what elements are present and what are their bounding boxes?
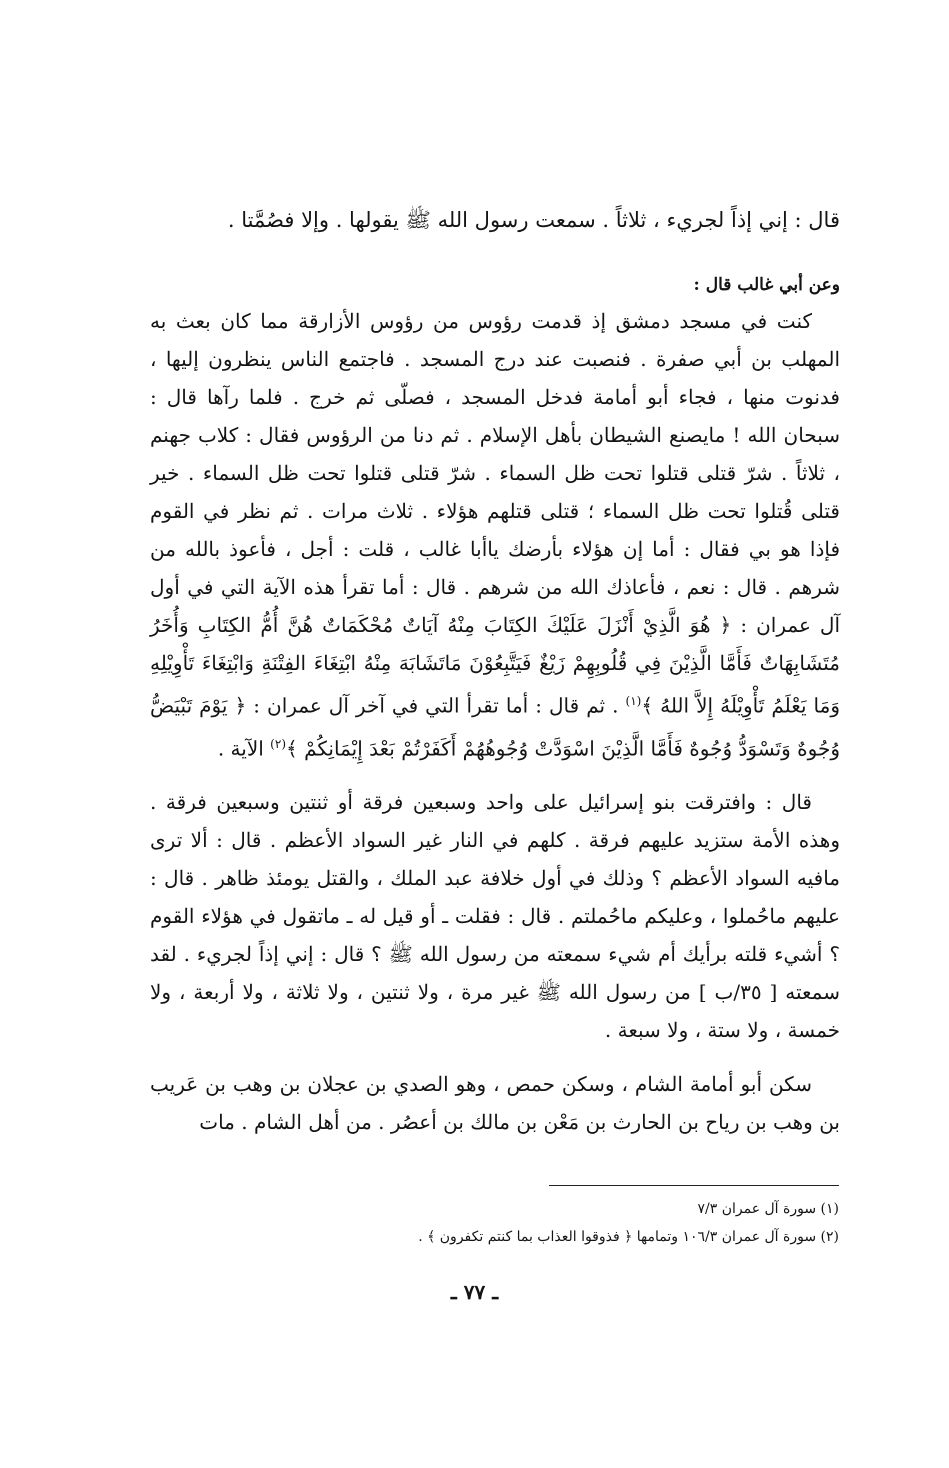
- top-line: قال : إني إذاً لجريء ، ثلاثاً . سمعت رسول الله ﷺ يقولها . وإلا فصُمَّتا .: [227, 208, 840, 232]
- paragraph-abu-ghalib-text: كنت في مسجد دمشق إذ قدمت رؤوس من رؤوس الأزارقة مما كان بعث به المهلب بن أبي صفرة . فنصبت عند درج المسجد . فاجتمع الناس ينظرون إليها ، فدنوت منها ، فجاء أبو أمامة فدخل المسجد ، فصلّى ثم خرج . فلما رآها قال : سبحان الله ! مايصنع الشيطان بأهل الإسلام . ثم دنا من الرؤوس فقال : كلاب جهنم ، ثلاثاً . شرّ قتلى قتلوا تحت ظل السماء . شرّ قتلى قتلوا تحت ظل السماء . خير قتلى قُتلوا تحت ظل السماء ؛ قتلى قتلهم هؤلاء . ثلاث مرات . ثم نظر في القوم فإذا هو بي فقال : أما إن هؤلاء بأرضك ياأبا غالب ، قلت : أجل ، فأعوذ بالله من شرهم . قال : نعم ، فأعاذك الله من شرهم . قال : أما تقرأ هذه الآية التي في أول آل عمران :: [150, 309, 841, 637]
- paragraph-continuation: . ثم قال : أما تقرأ التي في آخر آل عمران :: [253, 693, 619, 718]
- paragraph-sects: قال : وافترقت بنو إسرائيل على واحد وسبعين فرقة أو ثنتين وسبعين فرقة . وهذه الأمة ستزيد عليهم فرقة . كلهم في النار غير السواد الأعظم . قال : ألا ترى مافيه السواد الأعظم ؟ وذلك في أول خلافة عبد الملك ، والقتل يومئذ ظاهر . قال : عليهم ماحُملوا ، وعليكم ماحُملتم . قال : فقلت ـ أو قيل له ـ ماتقول في هؤلاء القوم ؟ أشيء قلته برأيك أم شيء سمعته من رسول الله ﷺ ؟ قال : إني إذاً لجريء . لقد سمعته [ ٣٥/ب ] من رسول الله ﷺ غير مرة ، ولا ثنتين ، ولا ثلاثة ، ولا أربعة ، ولا خمسة ، ولا ستة ، ولا سبعة .: [150, 790, 840, 1043]
- footnote-2: (٢) سورة آل عمران ١٠٦/٣ وتمامها ﴿ فذوقوا العذاب بما كنتم تكفرون ﴾ .: [418, 1229, 839, 1245]
- footnote-marker-1: (١): [625, 694, 642, 708]
- footnote-marker-2: (٢): [270, 736, 286, 751]
- quran-verse-2: ﴿ يَوْمَ تَبْيَضُّ وُجُوهٌ وَتَسْوَدُّ وُجُوهٌ فَأَمَّا الَّذِيْنَ اسْوَدَّتْ وُجُوهُهُمْ أَكَفَرْتُمْ بَعْدَ إِيْمَانِكُمْ ﴾: [150, 693, 840, 761]
- footnotes: [159, 1195, 839, 1251]
- section-subheading: وعن أبي غالب قال :: [693, 275, 840, 295]
- page-body: [150, 200, 840, 1157]
- paragraph-ending: الآية .: [217, 736, 264, 761]
- page-number: ـ ٧٧ ـ: [450, 1280, 499, 1304]
- paragraph-biography: سكن أبو أمامة الشام ، وسكن حمص ، وهو الصدي بن عجلان بن وهب بن عَريب بن وهب بن رياح بن الحارث بن مَعْن بن مالك بن أعصُر . من أهل الشام . مات: [150, 1072, 840, 1135]
- quran-verse-1: ﴿ هُوَ الَّذِيْ أَنْزَلَ عَلَيْكَ الكِتَابَ مِنْهُ آيَاتٌ مُحْكَمَاتٌ هُنَّ أُمُّ الكِتَابِ وَأُخَرُ مُتَشَابِهَاتٌ فَأَمَّا الَّذِيْنَ فِي قُلُوبِهِمْ زَيْغٌ فَيَتَّبِعُوْنَ مَاتَشَابَهَ مِنْهُ ابْتِغَاءَ الفِتْنَةِ وَابْتِغَاءَ تَأْوِيْلِهِ وَمَا يَعْلَمُ تَأْوِيْلَهُ إِلاَّ اللهُ ﴾: [150, 613, 840, 718]
- footnote-1: (١) سورة آل عمران ٧/٣: [697, 1201, 839, 1217]
- footnote-divider: [549, 1185, 839, 1186]
- paragraph-abu-ghalib: [150, 302, 840, 767]
